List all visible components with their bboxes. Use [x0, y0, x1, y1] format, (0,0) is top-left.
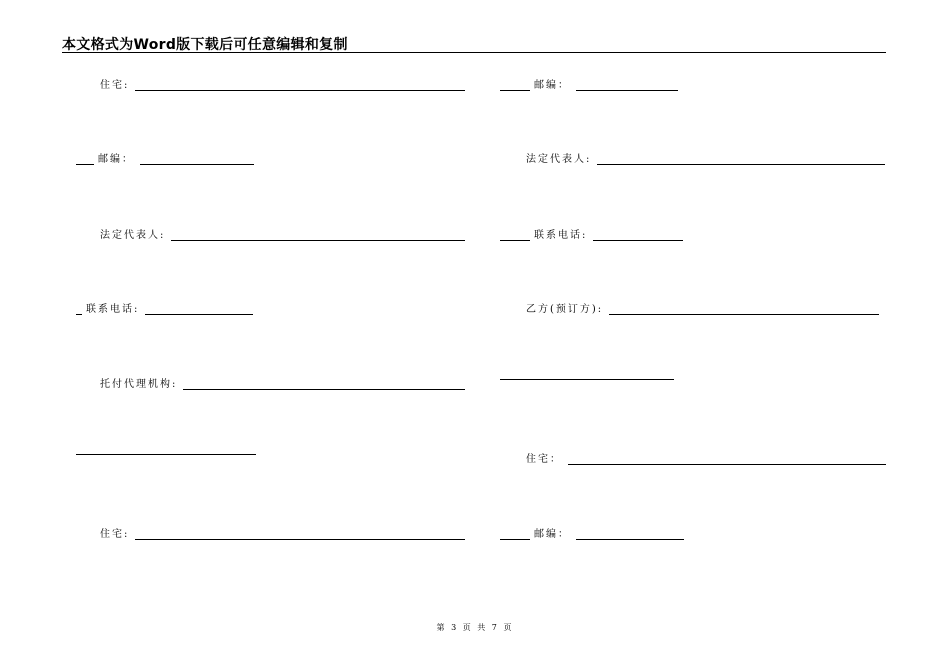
left-address-blank-1[interactable] — [135, 90, 465, 91]
left-legal-rep-label: 法定代表人: — [100, 230, 166, 241]
right-postcode-field-2 — [500, 529, 684, 541]
left-agent-blank[interactable] — [183, 389, 465, 390]
left-phone-blank[interactable] — [145, 314, 253, 315]
document-header-title: 本文格式为Word版下载后可任意编辑和复制 — [62, 37, 348, 53]
right-party-b-continuation-field — [500, 379, 674, 381]
right-postcode-blank-1[interactable] — [576, 90, 678, 91]
right-postcode-lead-blank-2[interactable] — [500, 539, 530, 540]
right-phone-lead-blank[interactable] — [500, 240, 530, 241]
left-address-blank-2[interactable] — [135, 539, 465, 540]
right-legal-rep-label: 法定代表人: — [526, 154, 592, 165]
right-address-label: 住宅： — [526, 454, 562, 465]
right-legal-rep-field — [526, 154, 885, 166]
left-phone-lead-blank[interactable] — [76, 314, 82, 315]
left-postcode-blank[interactable] — [140, 164, 254, 165]
right-postcode-lead-blank-1[interactable] — [500, 90, 530, 91]
left-address-field-1 — [100, 80, 465, 92]
left-phone-label: 联系电话: — [86, 304, 140, 315]
right-address-field — [526, 454, 886, 466]
right-party-b-label: 乙方(预订方): — [526, 304, 604, 315]
left-address-field-2 — [100, 529, 465, 541]
right-legal-rep-blank[interactable] — [597, 164, 885, 165]
left-phone-field — [76, 304, 253, 316]
right-phone-field — [500, 230, 683, 242]
left-agent-field — [100, 379, 465, 391]
right-postcode-label-2: 邮编： — [534, 529, 570, 540]
left-address-label-2: 住宅: — [100, 529, 130, 540]
right-party-b-blank[interactable] — [609, 314, 879, 315]
right-postcode-field-1 — [500, 80, 678, 92]
right-party-b-continuation-blank[interactable] — [500, 379, 674, 380]
left-legal-rep-field — [100, 230, 465, 242]
right-phone-blank[interactable] — [593, 240, 683, 241]
left-postcode-label: 邮编： — [98, 154, 134, 165]
left-agent-label: 托付代理机构: — [100, 379, 178, 390]
left-agent-continuation-blank[interactable] — [76, 454, 256, 455]
right-address-blank[interactable] — [568, 464, 886, 465]
left-postcode-field — [76, 154, 254, 166]
right-party-b-field — [526, 304, 879, 316]
left-address-label-1: 住宅: — [100, 80, 130, 91]
left-agent-continuation-field — [76, 454, 256, 456]
header-divider — [62, 52, 886, 53]
left-legal-rep-blank[interactable] — [171, 240, 465, 241]
page-number: 第 3 页 共 7 页 — [436, 623, 514, 632]
right-postcode-blank-2[interactable] — [576, 539, 684, 540]
right-postcode-label-1: 邮编： — [534, 80, 570, 91]
right-phone-label: 联系电话: — [534, 230, 588, 241]
left-postcode-lead-blank[interactable] — [76, 164, 94, 165]
